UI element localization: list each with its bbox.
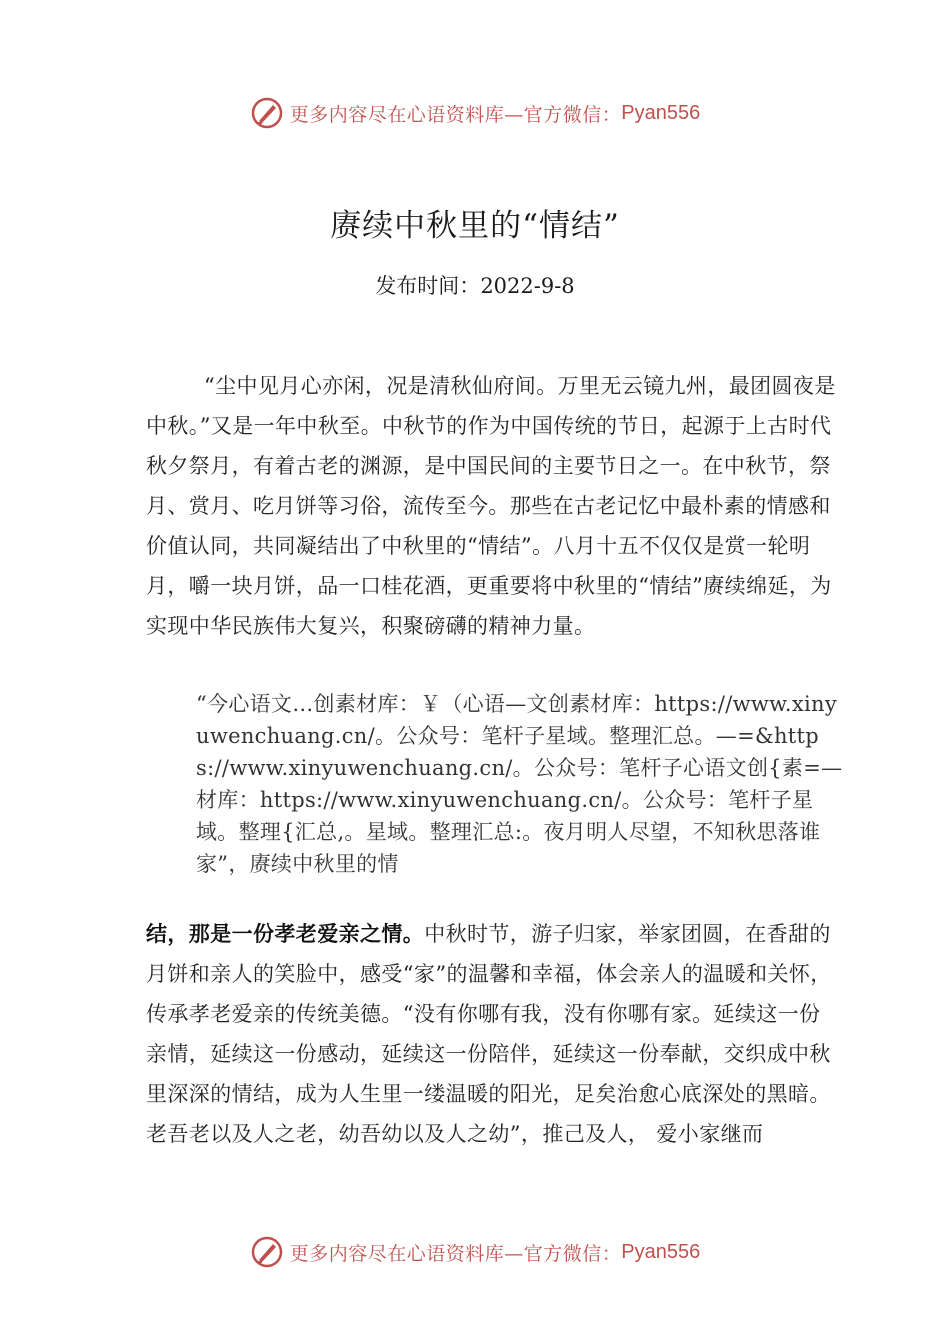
header-banner xyxy=(0,93,950,133)
page-title: 赓续中秋里的“情结” xyxy=(330,208,620,244)
publish-date-label: 发布时间： xyxy=(375,274,481,298)
paragraph-2-lead: 结，那是一份孝老爱亲之情。 xyxy=(146,922,425,946)
publish-date-value: 2022-9-8 xyxy=(480,274,575,298)
body-paragraph-1: “尘中见月心亦闲，况是清秋仙府间。万里无云镜九州，最团圆夜是中秋。”又是一年中秋至。中秋节的作为中国传统的节日，起源于上古时代秋夕祭月，有着古老的渊源，是中国民间的主要节日之一。在中秋节，祭月、赏月、吃月饼等习俗，流传至今。那些在古老记忆中最朴素的情感和价值认同，共同凝结出了中秋里的“情结”。八月十五不仅仅是赏一轮明月，嚼一块月饼，品一口桂花酒，更重要将中秋里的“情结”赓续绵延，为实现中华民族伟大复兴，积聚磅礴的精神力量。 xyxy=(146,374,836,638)
banner-wechat-id: Pyan556 xyxy=(621,1240,701,1263)
banner-text: 更多内容尽在心语资料库—官方微信： xyxy=(289,103,622,126)
banner-text: 更多内容尽在心语资料库—官方微信： xyxy=(289,1242,622,1265)
quill-logo-icon xyxy=(250,1235,284,1269)
paragraph-2-text: 中秋时节，游子归家，举家团圆，在香甜的月饼和亲人的笑脸中，感受“家”的温馨和幸福，体会亲人的温暖和关怀，传承孝老爱亲的传统美德。“没有你哪有我，没有你哪有家。延续这一份亲情，延续这一份感动，延续这一份陪伴，延续这一份奉献，交织成中秋里深深的情结，成为人生里一缕温暖的阳光，足矣治愈心底深处的黑暗。老吾老以及人之老，幼吾幼以及人之幼”，推己及人， 爱小家继而 xyxy=(146,922,832,1146)
banner-wechat-id: Pyan556 xyxy=(621,101,701,124)
footer-banner xyxy=(0,1232,950,1272)
quote-block: “今心语文…创素材库：￥（心语—文创素材库：https://www.xinyuwenchuang.cn/。公众号：笔杆子星域。整理汇总。—=&https://www.xinyuwenchuang.cn/。公众号：笔杆子心语文创{素=—材库：https://www.xinyuwenchuang.cn/。公众号：笔杆子星域。整理{汇总,。星域。整理汇总:。夜月明人尽望，不知秋思落谁家”，赓续中秋里的情 xyxy=(196,692,843,876)
body-paragraph-2 xyxy=(146,914,836,1154)
quill-logo-icon xyxy=(250,96,284,130)
publish-date-line xyxy=(0,270,950,300)
